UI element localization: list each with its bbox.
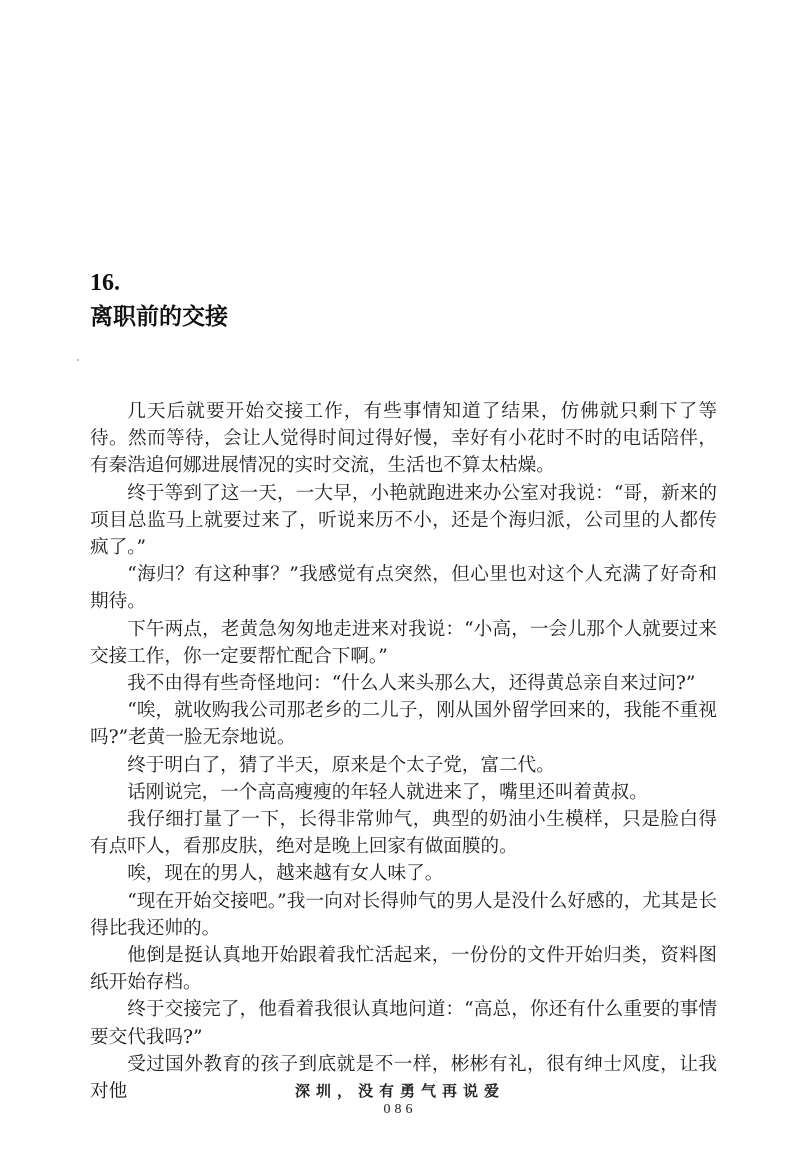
paragraph: “现在开始交接吧。”我一向对长得帅气的男人是没什么好感的，尤其是长得比我还帅的。 (90, 890, 717, 939)
paragraph: “海归？有这种事？”我感觉有点突然，但心里也对这个人充满了好奇和期待。 (90, 564, 717, 613)
chapter-number: 16. (90, 270, 120, 296)
paragraph: 终于等到了这一天，一大早，小艳就跑进来办公室对我说：“哥，新来的项目总监马上就要过来了，听说来历不小，还是个海归派，公司里的人都传疯了。” (90, 482, 717, 559)
paragraph: “唉，就收购我公司那老乡的二儿子，刚从国外留学回来的，我能不重视吗?”老黄一脸无奈地说。 (90, 700, 717, 749)
page-number: 086 (383, 1102, 417, 1117)
paragraph: 终于交接完了，他看着我很认真地问道：“高总，你还有什么重要的事情要交代我吗?” (90, 999, 717, 1048)
paragraph: 受过国外教育的孩子到底就是不一样，彬彬有礼，很有绅士风度，让我对他 (90, 1053, 717, 1103)
chapter-title: 离职前的交接 (90, 303, 228, 330)
paragraph: 终于明白了，猜了半天，原来是个太子党，富二代。 (127, 754, 555, 776)
paragraph: 话刚说完，一个高高瘦瘦的年轻人就进来了，嘴里还叫着黄叔。 (127, 781, 648, 803)
paragraph: 下午两点，老黄急匆匆地走进来对我说：“小高，一会儿那个人就要过来交接工作，你一定要帮忙配合下啊。” (90, 618, 717, 667)
paragraph: 几天后就要开始交接工作，有些事情知道了结果，仿佛就只剩下了等待。然而等待，会让人觉得时间过得好慢，幸好有小花时不时的电话陪伴，有秦浩追何娜进展情况的实时交流，生活也不算太枯燥。 (90, 401, 717, 477)
margin-mark (77, 359, 79, 361)
body-text (90, 398, 717, 1105)
paragraph: 他倒是挺认真地开始跟着我忙活起来，一份份的文件开始归类，资料图纸开始存档。 (90, 945, 717, 994)
footer-book-title: 深圳，没有勇气再说爱 (294, 1082, 505, 1100)
paragraph: 唉，现在的男人，越来越有女人味了。 (127, 863, 444, 885)
paragraph: 我不由得有些奇怪地问：“什么人来头那么大，还得黄总亲自来过问?” (127, 673, 696, 695)
paragraph: 我仔细打量了一下，长得非常帅气，典型的奶油小生模样，只是脸白得有点吓人，看那皮肤，绝对是晚上回家有做面膜的。 (90, 809, 717, 858)
